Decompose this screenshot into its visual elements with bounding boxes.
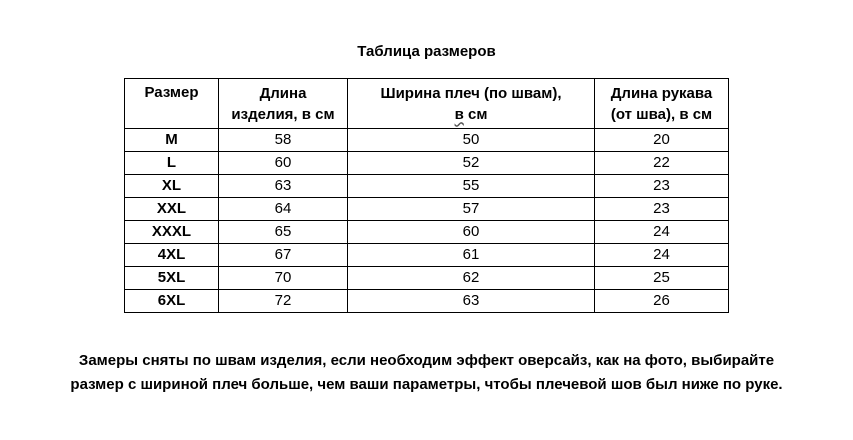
shoulders-cell: 62: [348, 267, 595, 290]
header-size: [125, 79, 219, 129]
length-cell: 65: [219, 221, 348, 244]
table-row: [125, 175, 729, 198]
header-shoulders: [348, 79, 595, 129]
table-row: [125, 290, 729, 313]
table-row: [125, 129, 729, 152]
size-cell: XXL: [125, 198, 219, 221]
sleeve-cell: 22: [595, 152, 729, 175]
table-row: [125, 244, 729, 267]
header-shoulders-line1: Ширина плеч (по швам),: [380, 84, 562, 102]
sleeve-cell: 24: [595, 244, 729, 267]
header-length-line2: изделия, в см: [231, 105, 335, 123]
shoulders-cell: 55: [348, 175, 595, 198]
size-cell: M: [125, 129, 219, 152]
note-line-2: размер с шириной плеч больше, чем ваши параметры, чтобы плечевой шов был ниже по руке.: [70, 376, 783, 393]
size-cell: XXXL: [125, 221, 219, 244]
note-line-1: Замеры сняты по швам изделия, если необходим эффект оверсайз, как на фото, выбирайте: [78, 352, 775, 369]
length-cell: 64: [219, 198, 348, 221]
size-table: [124, 78, 729, 313]
size-cell: L: [125, 152, 219, 175]
shoulders-cell: 63: [348, 290, 595, 313]
header-size-label: Размер: [144, 84, 199, 101]
sleeve-cell: 20: [595, 129, 729, 152]
measurement-note: [0, 349, 853, 397]
shoulders-cell: 61: [348, 244, 595, 267]
length-cell: 72: [219, 290, 348, 313]
table-row: [125, 267, 729, 290]
size-cell: 4XL: [125, 244, 219, 267]
length-cell: 63: [219, 175, 348, 198]
size-cell: 6XL: [125, 290, 219, 313]
header-length: [219, 79, 348, 129]
sleeve-cell: 23: [595, 175, 729, 198]
sleeve-cell: 23: [595, 198, 729, 221]
shoulders-cell: 52: [348, 152, 595, 175]
table-row: [125, 152, 729, 175]
size-cell: XL: [125, 175, 219, 198]
sleeve-cell: 25: [595, 267, 729, 290]
header-shoulders-line2-wavy: в: [454, 105, 464, 123]
header-length-line1: Длина: [259, 84, 307, 102]
shoulders-cell: 50: [348, 129, 595, 152]
shoulders-cell: 57: [348, 198, 595, 221]
shoulders-cell: 60: [348, 221, 595, 244]
sleeve-cell: 24: [595, 221, 729, 244]
header-sleeve-line2: (от шва), в см: [610, 105, 713, 123]
length-cell: 67: [219, 244, 348, 267]
length-cell: 60: [219, 152, 348, 175]
table-row: [125, 221, 729, 244]
header-sleeve-line1: Длина рукава: [610, 84, 713, 102]
table-header-row: [125, 79, 729, 129]
header-shoulders-line2-rest: см: [463, 105, 488, 123]
length-cell: 58: [219, 129, 348, 152]
sleeve-cell: 26: [595, 290, 729, 313]
table-row: [125, 198, 729, 221]
page-title: Таблица размеров: [357, 43, 496, 60]
header-sleeve: [595, 79, 729, 129]
length-cell: 70: [219, 267, 348, 290]
size-cell: 5XL: [125, 267, 219, 290]
